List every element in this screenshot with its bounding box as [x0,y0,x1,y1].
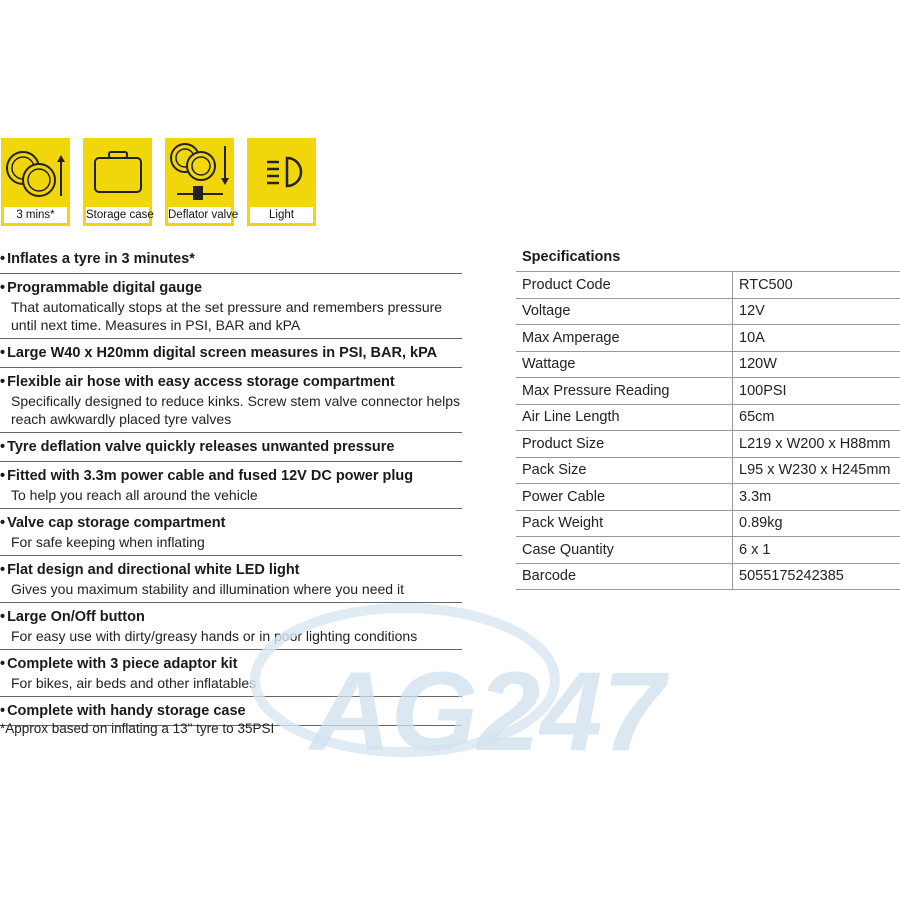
feature-description: For bikes, air beds and other inflatables [11,675,257,691]
deflator-valve-icon [165,138,234,206]
feature-title: • Large On/Off button [0,608,462,627]
table-row [516,378,900,405]
feature-description: To help you reach all around the vehicle [11,487,258,503]
feature-title: • Large W40 x H20mm digital screen measures in PSI, BAR, kPA [0,344,462,363]
spec-value: 120W [733,351,900,378]
spec-label: Product Code [516,272,733,299]
light-icon [247,138,316,206]
spec-label: Barcode [516,563,733,590]
storage-case-icon [83,138,152,206]
spec-label: Product Size [516,431,733,458]
feature-description: That automatically stops at the set pressure and remembers pressure until next time. Measures in PSI, BAR and kPA [11,299,443,333]
spec-label: Voltage [516,298,733,325]
spec-value: L219 x W200 x H88mm [733,431,900,458]
feature-icon-row [1,138,329,226]
feature-title: • Inflates a tyre in 3 minutes* [0,250,462,269]
spec-label: Max Amperage [516,325,733,352]
spec-label: Case Quantity [516,537,733,564]
spec-value: 65cm [733,404,900,431]
spec-label: Max Pressure Reading [516,378,733,405]
feature-title: • Complete with handy storage case [0,702,462,721]
feature-title: • Fitted with 3.3m power cable and fused 12V DC power plug [0,467,462,486]
feature-item [0,274,462,339]
spec-value: 10A [733,325,900,352]
spec-value: 5055175242385 [733,563,900,590]
feature-description: For safe keeping when inflating [11,534,205,550]
table-row [516,404,900,431]
spec-value: 12V [733,298,900,325]
table-row [516,325,900,352]
spec-label: Wattage [516,351,733,378]
feature-item [0,603,462,650]
spec-value: RTC500 [733,272,900,299]
feature-title: • Tyre deflation valve quickly releases unwanted pressure [0,438,462,457]
spec-label: Pack Weight [516,510,733,537]
table-row [516,484,900,511]
feature-description: For easy use with dirty/greasy hands or in poor lighting conditions [11,628,418,644]
table-row [516,431,900,458]
footnote: *Approx based on inflating a 13" tyre to 35PSI [0,721,275,736]
tile-deflator-valve [165,138,239,226]
spec-value: 6 x 1 [733,537,900,564]
feature-item [0,368,462,433]
feature-title: • Flexible air hose with easy access storage compartment [0,373,462,392]
table-row [516,563,900,590]
spec-value: 0.89kg [733,510,900,537]
tile-light [247,138,316,226]
table-row [516,457,900,484]
tile-storage-case [83,138,152,226]
feature-item [0,509,462,556]
watermark-text: AG247 [310,649,665,774]
table-row [516,272,900,299]
spec-label: Air Line Length [516,404,733,431]
feature-title: • Valve cap storage compartment [0,514,462,533]
inflate-time-icon [1,138,70,206]
tile-caption: Light [250,207,313,223]
tile-caption: Storage case [86,209,154,221]
feature-description: Gives you maximum stability and illumination where you need it [11,581,404,597]
spec-label: Pack Size [516,457,733,484]
tile-caption: 3 mins* [4,207,67,223]
feature-title: • Programmable digital gauge [0,279,462,298]
specifications-table [516,271,900,590]
specifications-title: Specifications [522,249,621,265]
tile-3-mins [1,138,70,226]
feature-title: • Complete with 3 piece adaptor kit [0,655,462,674]
spec-value: L95 x W230 x H245mm [733,457,900,484]
spec-value: 100PSI [733,378,900,405]
feature-item [0,339,462,368]
feature-description: Specifically designed to reduce kinks. Screw stem valve connector helps reach awkwardly placed tyre valves [11,393,460,427]
features-list [0,245,462,726]
table-row [516,351,900,378]
spec-label: Power Cable [516,484,733,511]
spec-value: 3.3m [733,484,900,511]
feature-item [0,556,462,603]
table-row [516,298,900,325]
feature-item [0,433,462,462]
table-row [516,510,900,537]
feature-item [0,245,462,274]
feature-title: • Flat design and directional white LED light [0,561,462,580]
feature-item [0,462,462,509]
feature-item [0,650,462,697]
table-row [516,537,900,564]
tile-caption: Deflator valve [168,209,239,221]
